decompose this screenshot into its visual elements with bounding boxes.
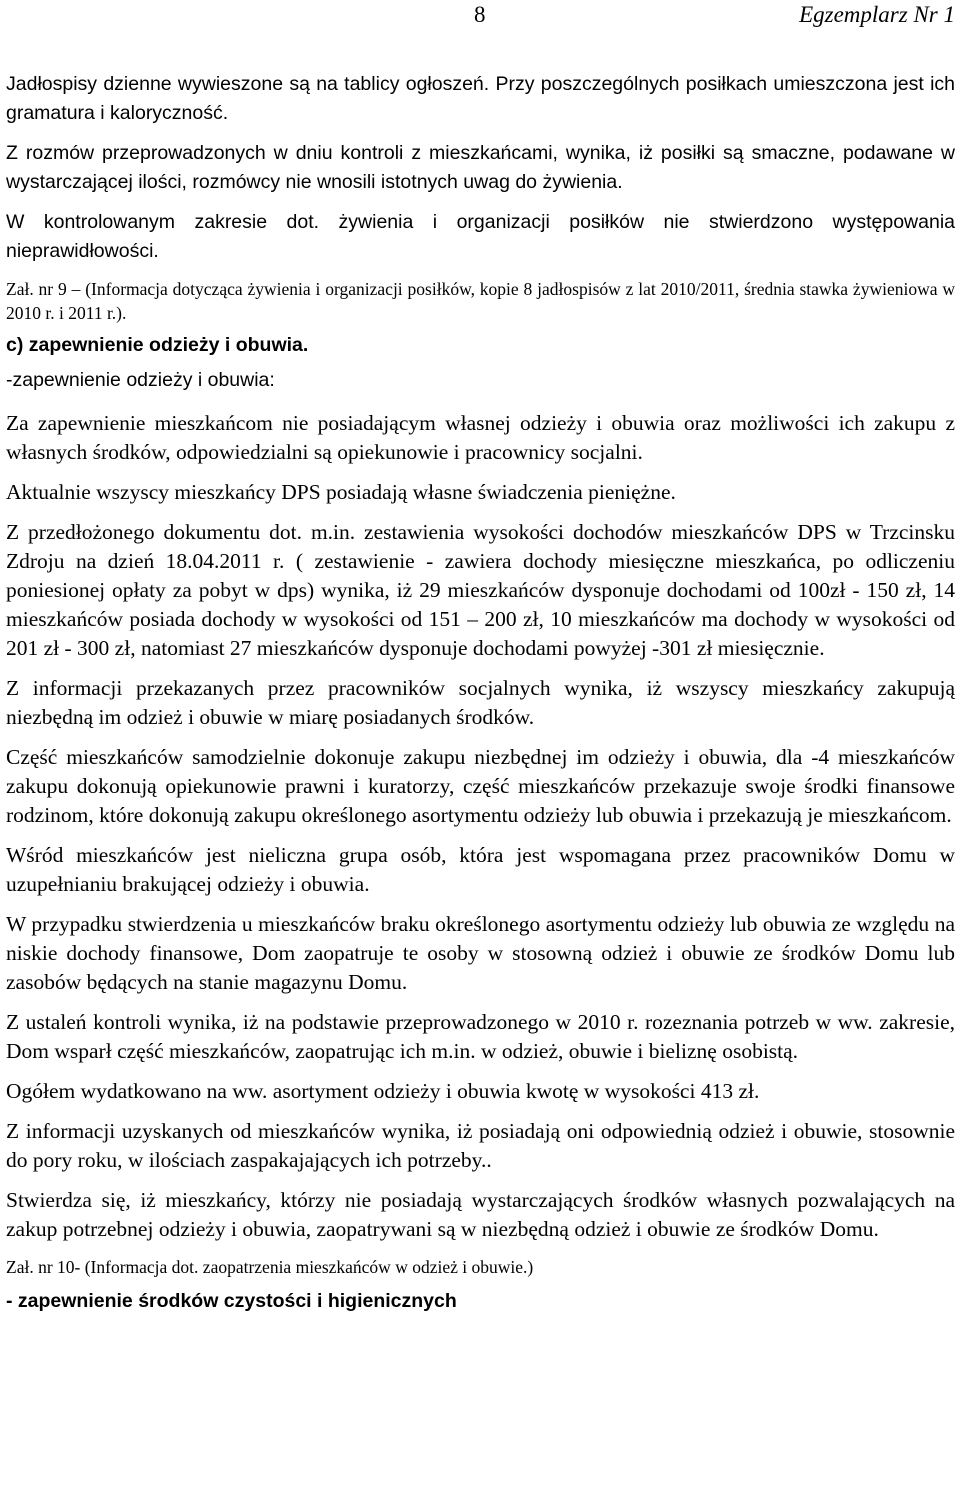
paragraph-menus: Jadłospisy dzienne wywieszone są na tablicy ogłoszeń. Przy poszczególnych posiłkach umieszczona jest ich gramatura i kaloryczność. [6, 73, 955, 124]
paragraph-benefits: Aktualnie wszyscy mieszkańcy DPS posiadają własne świadczenia pieniężne. [6, 480, 676, 504]
subheading-clothing: -zapewnienie odzieży i obuwia: [6, 369, 275, 391]
paragraph-resident-interviews: Z rozmów przeprowadzonych w dniu kontroli z mieszkańcami, wynika, iż posiłki są smaczne, podawane w wystarczającej ilości, rozmówcy nie wnosili istotnych uwag do żywienia. [6, 142, 955, 193]
document-page [6, 0, 955, 1316]
paragraph-total-spent: Ogółem wydatkowano na ww. asortyment odzieży i obuwia kwotę w wysokości 413 zł. [6, 1079, 760, 1103]
paragraph-shortage-handling: W przypadku stwierdzenia u mieszkańców braku określonego asortymentu odzieży lub obuwia ze względu na niskie dochody finansowe, Dom zaopatruje te osoby w stosowną odzież i obuwie ze środków Domu lub zasobów będących na stanie magazynu Domu. [6, 912, 955, 994]
paragraph-income-summary: Z przedłożonego dokumentu dot. m.in. zestawienia wysokości dochodów mieszkańców DPS w Trzcinsku Zdroju na dzień 18.04.2011 r. ( zestawienie - zawiera dochody miesięczne mieszkańca, po odliczeniu poniesionej opłaty za pobyt w dps) wynika, iż 29 mieszkańców dysponuje dochodami od 100zł - 150 zł, 14 mieszkańców posiada dochody w wysokości od 151 – 200 zł, 10 mieszkańców ma dochody w wysokości od 201 zł - 300 zł, natomiast 27 mieszkańców dysponuje dochodami powyżej -301 zł miesięcznie. [6, 520, 955, 660]
page-number: 8 [474, 2, 486, 27]
page-header [6, 0, 955, 40]
attachment-note-9: Zał. nr 9 – (Informacja dotycząca żywienia i organizacji posiłków, kopie 8 jadłospisów z lat 2010/2011, średnia stawka żywieniowa w 2010 r. i 2011 r.). [6, 279, 955, 323]
paragraph-2010-support: Z ustaleń kontroli wynika, iż na podstawie przeprowadzonego w 2010 r. rozeznania potrzeb w ww. zakresie, Dom wsparł część mieszkańców, zaopatrując ich m.in. w odzież, obuwie i bieliznę osobistą. [6, 1010, 955, 1063]
paragraph-resident-info: Z informacji uzyskanych od mieszkańców wynika, iż posiadają oni odpowiednią odzież i obuwie, stosownie do pory roku, w ilościach zaspakajających ich potrzeby.. [6, 1119, 955, 1172]
copy-label: Egzemplarz Nr 1 [799, 2, 955, 27]
paragraph-conclusion: Stwierdza się, iż mieszkańcy, którzy nie posiadają wystarczających środków własnych pozwalających na zakup potrzebnej odzieży i obuwia, zaopatrywani są w niezbędną odzież i obuwie ze środków Domu. [6, 1188, 955, 1241]
paragraph-nutrition-conclusion: W kontrolowanym zakresie dot. żywienia i organizacji posiłków nie stwierdzono występowania nieprawidłowości. [6, 211, 955, 262]
section-heading-clothing: c) zapewnienie odzieży i obuwia. [6, 334, 309, 356]
paragraph-purchases: Część mieszkańców samodzielnie dokonuje zakupu niezbędnej im odzieży i obuwia, dla -4 mieszkańców zakupu dokonują opiekunowie prawni i kuratorzy, część mieszkańców przekazuje swoje środki finansowe rodzinom, które dokonują zakupu określonego asortymentu odzieży lub obuwia i przekazują je mieszkańcom. [6, 745, 955, 827]
paragraph-supported-group: Wśród mieszkańców jest nieliczna grupa osób, która jest wspomagana przez pracowników Domu w uzupełnianiu brakującej odzieży i obuwia. [6, 843, 955, 896]
section-heading-hygiene: - zapewnienie środków czystości i higienicznych [6, 1290, 457, 1312]
paragraph-responsibility: Za zapewnienie mieszkańcom nie posiadającym własnej odzieży i obuwia oraz możliwości ich zakupu z własnych środków, odpowiedzialni są opiekunowie i pracownicy socjalni. [6, 411, 955, 464]
paragraph-social-workers: Z informacji przekazanych przez pracowników socjalnych wynika, iż wszyscy mieszkańcy zakupują niezbędną im odzież i obuwie w miarę posiadanych środków. [6, 676, 955, 729]
attachment-note-10: Zał. nr 10- (Informacja dot. zaopatrzenia mieszkańców w odzież i obuwie.) [6, 1257, 534, 1277]
